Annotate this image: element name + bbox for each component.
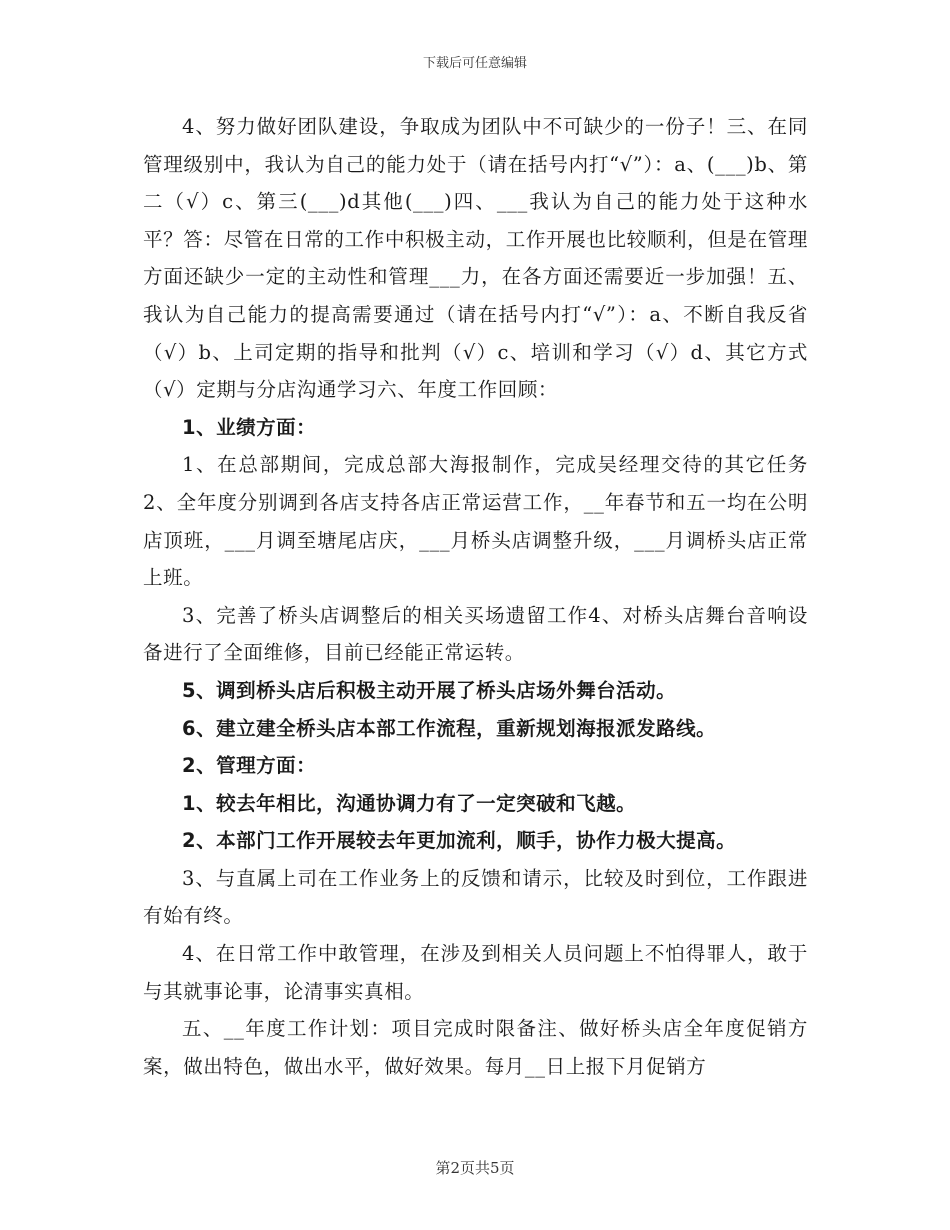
paragraph-management-1: 1、较去年相比，沟通协调力有了一定突破和飞越。	[182, 791, 637, 815]
paragraph-performance-6: 6、建立建全桥头店本部工作流程，重新规划海报派发路线。	[182, 716, 717, 740]
paragraph-management-4: 4、在日常工作中敢管理，在涉及到相关人员问题上不怕得罪人，敢于与其就事论事，论清事实真相。	[143, 942, 808, 1003]
paragraph-performance-1: 1、在总部期间，完成总部大海报制作，完成吴经理交待的其它任务2、全年度分别调到各店支持各店正常运营工作，__年春节和五一均在公明店顶班，___月调至塘尾店庆，___月桥头店调整升级，___月调桥头店正常上班。	[143, 453, 808, 590]
paragraph-management-3: 3、与直属上司在工作业务上的反馈和请示，比较及时到位，工作跟进有始有终。	[143, 866, 808, 928]
heading-management: 2、管理方面：	[182, 754, 317, 778]
page-header: 下载后可任意编辑	[422, 56, 527, 71]
paragraph-performance-3: 3、完善了桥头店调整后的相关买场遗留工作4、对桥头店舞台音响设备进行了全面维修，目前已经能正常运转。	[143, 603, 808, 665]
paragraph-performance-5: 5、调到桥头店后积极主动开展了桥头店场外舞台活动。	[182, 678, 677, 702]
document-body	[143, 108, 808, 1085]
paragraph-annual-plan: 五、__年度工作计划：项目完成时限备注、做好桥头店全年度促销方案，做出特色，做出水平，做好效果。每月__日上报下月促销方	[143, 1017, 808, 1078]
heading-performance: 1、业绩方面：	[182, 415, 317, 439]
paragraph-team-building: 4、努力做好团队建设，争取成为团队中不可缺少的一份子！三、在同管理级别中，我认为自己的能力处于（请在括号内打“√”）：a、(___)b、第二（√）c、第三(___)d其他(___)四、___我认为自己的能力处于这种水平？答：尽管在日常的工作中积极主动，工作开展也比较顺利，但是在管理方面还缺少一定的主动性和管理___力，在各方面还需要近一步加强！五、我认为自己能力的提高需要通过（请在括号内打“√”）：a、不断自我反省（√）b、上司定期的指导和批判（√）c、培训和学习（√）d、其它方式（√）定期与分店沟通学习六、年度工作回顾：	[143, 115, 808, 402]
page-footer: 第2页共5页	[435, 1159, 515, 1177]
paragraph-management-2: 2、本部门工作开展较去年更加流利，顺手，协作力极大提高。	[182, 829, 737, 853]
